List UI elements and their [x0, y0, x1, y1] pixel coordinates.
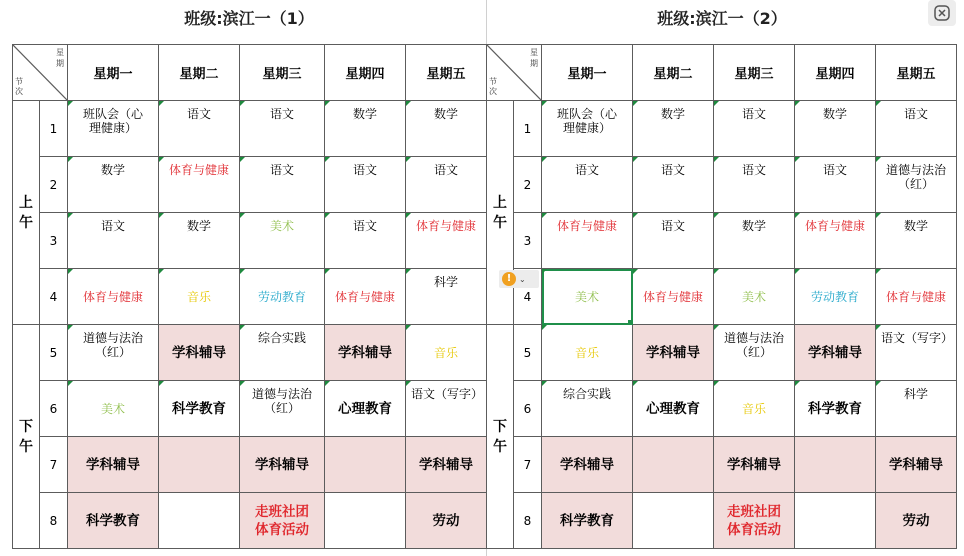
header-xing-label: 星 [56, 48, 64, 57]
schedule-cell[interactable] [633, 157, 714, 213]
schedule-cell[interactable] [542, 101, 633, 157]
schedule-cell[interactable] [633, 213, 714, 269]
schedule-cell[interactable] [406, 437, 487, 493]
period-row [13, 101, 487, 157]
schedule-cell[interactable] [795, 157, 876, 213]
subject-text: 语文 [741, 163, 766, 177]
subject-text: 科学教育 [808, 400, 862, 417]
subject-text: 体育与健康 [642, 289, 703, 304]
subject-text: 科学教育 [172, 400, 226, 417]
day-header-cell[interactable]: 星期五 [876, 45, 957, 101]
schedule-cell[interactable] [159, 325, 240, 381]
timetable [486, 44, 957, 549]
schedule-cell[interactable] [325, 437, 406, 493]
timetable-panel-1 [12, 0, 486, 556]
subject-text: 心理教育 [646, 400, 700, 417]
expand-icon [933, 4, 951, 22]
subject-text: 学科辅导 [646, 344, 700, 361]
subject-text: 语文 [741, 107, 766, 121]
period-number-cell[interactable]: 1 [40, 101, 68, 157]
period-number-cell[interactable]: 4 [514, 269, 542, 325]
schedule-cell[interactable] [240, 101, 325, 157]
schedule-cell[interactable] [159, 437, 240, 493]
schedule-cell[interactable] [542, 493, 633, 549]
schedule-cell[interactable] [68, 493, 159, 549]
period-number-cell[interactable]: 5 [40, 325, 68, 381]
schedule-cell[interactable] [159, 269, 240, 325]
morning-label: 上午 [493, 194, 507, 231]
subject-text: 心理教育 [338, 400, 392, 417]
schedule-cell[interactable] [714, 157, 795, 213]
schedule-cell[interactable] [633, 101, 714, 157]
period-row [13, 493, 487, 549]
period-row [13, 437, 487, 493]
day-header-cell[interactable]: 星期五 [406, 45, 487, 101]
subject-text: 数学 [822, 107, 847, 121]
period-number-cell[interactable]: 3 [514, 213, 542, 269]
schedule-cell[interactable] [406, 157, 487, 213]
subject-text: 数学 [741, 219, 766, 233]
schedule-cell[interactable] [633, 381, 714, 437]
period-number-cell[interactable]: 1 [514, 101, 542, 157]
period-row [487, 381, 957, 437]
subject-text: 道德与法治（红） [82, 331, 143, 359]
period-number-cell[interactable]: 6 [514, 381, 542, 437]
subject-text: 音乐 [741, 401, 766, 416]
subject-text: 综合实践 [257, 331, 306, 345]
subject-text: 语文 [903, 107, 928, 121]
day-header-cell[interactable]: 星期一 [68, 45, 159, 101]
timetable [12, 44, 487, 549]
period-row [487, 325, 957, 381]
schedule-cell[interactable] [159, 493, 240, 549]
chevron-down-icon[interactable]: ⌄ [519, 274, 526, 284]
subject-text: 科学教育 [86, 512, 140, 529]
subject-text: 班队会（心理健康） [82, 107, 143, 135]
subject-text: 语文 [822, 163, 847, 177]
period-number-cell[interactable]: 7 [40, 437, 68, 493]
period-number-cell[interactable]: 4 [40, 269, 68, 325]
class-title: 班级:滨江一（2） [657, 9, 787, 28]
schedule-cell[interactable] [795, 493, 876, 549]
schedule-cell[interactable] [159, 157, 240, 213]
subject-text: 数学 [903, 219, 928, 233]
afternoon-label: 下午 [19, 418, 33, 455]
schedule-cell[interactable] [542, 381, 633, 437]
subject-text: 科学教育 [560, 512, 614, 529]
period-number-cell[interactable]: 2 [40, 157, 68, 213]
day-header-cell[interactable]: 星期四 [795, 45, 876, 101]
schedule-cell[interactable] [406, 381, 487, 437]
schedule-cell[interactable] [876, 101, 957, 157]
period-number-cell[interactable]: 2 [514, 157, 542, 213]
subject-text: 道德与法治（红） [885, 163, 946, 191]
header-corner-cell[interactable] [13, 45, 68, 101]
header-qi-label: 期 [56, 59, 64, 68]
header-jie-label: 节 [15, 77, 23, 86]
class-title: 班级:滨江一（1） [184, 9, 314, 28]
subject-text: 学科辅导 [727, 456, 781, 473]
schedule-cell[interactable] [240, 437, 325, 493]
morning-label-cell[interactable] [13, 101, 40, 325]
period-row [487, 157, 957, 213]
period-row [13, 157, 487, 213]
schedule-cell[interactable] [876, 213, 957, 269]
schedule-cell[interactable] [325, 381, 406, 437]
afternoon-label-cell[interactable] [13, 325, 40, 549]
schedule-cell[interactable] [714, 437, 795, 493]
subject-text: 体育与健康 [885, 289, 946, 304]
schedule-cell[interactable] [240, 325, 325, 381]
subject-text: 语文 [660, 163, 685, 177]
header-qi-label: 期 [530, 59, 538, 68]
subject-text: 语文（写字） [411, 387, 484, 401]
afternoon-label: 下午 [493, 418, 507, 455]
schedule-cell[interactable] [68, 437, 159, 493]
subject-text: 学科辅导 [255, 456, 309, 473]
subject-text: 体育与健康 [82, 289, 143, 304]
period-number-cell[interactable]: 6 [40, 381, 68, 437]
period-row [487, 213, 957, 269]
schedule-cell[interactable] [240, 381, 325, 437]
subject-text: 音乐 [574, 345, 599, 360]
day-header-cell[interactable]: 星期三 [714, 45, 795, 101]
subject-text: 数学 [100, 163, 125, 177]
schedule-cell[interactable] [406, 325, 487, 381]
schedule-cell[interactable] [68, 101, 159, 157]
schedule-cell[interactable] [542, 437, 633, 493]
schedule-cell[interactable] [633, 269, 714, 325]
header-jie-label: 节 [489, 77, 497, 86]
subject-text: 数学 [352, 107, 377, 121]
subject-text: 语文 [574, 163, 599, 177]
subject-text: 劳动教育 [257, 289, 306, 304]
schedule-cell[interactable] [542, 213, 633, 269]
subject-text: 学科辅导 [172, 344, 226, 361]
header-ci-label: 次 [15, 87, 23, 96]
period-row [13, 381, 487, 437]
schedule-cell[interactable] [325, 493, 406, 549]
schedule-cell[interactable] [876, 325, 957, 381]
subject-text: 语文 [100, 219, 125, 233]
schedule-cell[interactable] [876, 157, 957, 213]
schedule-cell[interactable] [714, 493, 795, 549]
subject-text: 数学 [660, 107, 685, 121]
period-number-cell[interactable]: 8 [514, 493, 542, 549]
schedule-cell[interactable] [795, 213, 876, 269]
schedule-cell[interactable] [68, 325, 159, 381]
subject-text: 语文 [269, 163, 294, 177]
schedule-cell[interactable] [325, 157, 406, 213]
schedule-cell[interactable] [876, 437, 957, 493]
period-row [487, 101, 957, 157]
timetable-panel-2 [486, 0, 958, 556]
period-number-cell[interactable]: 3 [40, 213, 68, 269]
period-row [487, 493, 957, 549]
schedule-cell[interactable] [240, 157, 325, 213]
schedule-cell[interactable] [406, 493, 487, 549]
afternoon-label-cell[interactable] [487, 325, 514, 549]
subject-text: 美术 [574, 289, 599, 304]
day-header-cell[interactable]: 星期一 [542, 45, 633, 101]
schedule-cell[interactable] [542, 157, 633, 213]
subject-text: 道德与法治（红） [723, 331, 784, 359]
schedule-cell[interactable] [633, 325, 714, 381]
schedule-cell[interactable] [325, 213, 406, 269]
period-row [487, 269, 957, 325]
schedule-cell[interactable] [795, 101, 876, 157]
subject-text: 美术 [741, 289, 766, 304]
header-corner-cell[interactable] [487, 45, 542, 101]
morning-label: 上午 [19, 194, 33, 231]
subject-text: 劳动 [902, 512, 930, 529]
schedule-cell[interactable] [325, 325, 406, 381]
schedule-cell[interactable] [633, 437, 714, 493]
schedule-cell[interactable] [795, 269, 876, 325]
subject-text: 学科辅导 [86, 456, 140, 473]
subject-text: 体育与健康 [415, 219, 476, 233]
subject-text: 语文 [269, 107, 294, 121]
period-row [487, 437, 957, 493]
subject-text: 走班社团体育活动 [727, 503, 781, 538]
subject-text: 劳动 [432, 512, 460, 529]
schedule-cell[interactable] [876, 269, 957, 325]
schedule-cell[interactable] [714, 381, 795, 437]
schedule-cell[interactable] [325, 101, 406, 157]
schedule-cell[interactable] [159, 213, 240, 269]
header-ci-label: 次 [489, 87, 497, 96]
schedule-cell[interactable] [714, 269, 795, 325]
subject-text: 科学 [433, 275, 458, 289]
schedule-cell[interactable] [876, 381, 957, 437]
schedule-cell[interactable] [795, 325, 876, 381]
subject-text: 体育与健康 [168, 163, 229, 177]
subject-text: 数学 [186, 219, 211, 233]
schedule-cell[interactable] [406, 101, 487, 157]
subject-text: 学科辅导 [808, 344, 862, 361]
subject-text: 学科辅导 [560, 456, 614, 473]
schedule-cell[interactable] [406, 213, 487, 269]
period-row [13, 269, 487, 325]
header-xing-label: 星 [530, 48, 538, 57]
schedule-cell[interactable] [68, 157, 159, 213]
schedule-cell[interactable] [159, 381, 240, 437]
selected-schedule-cell[interactable] [542, 269, 633, 325]
cell-warning-badge[interactable] [499, 270, 539, 288]
schedule-cell[interactable] [325, 269, 406, 325]
expand-button[interactable] [928, 0, 956, 26]
subject-text: 美术 [100, 401, 125, 416]
subject-text: 综合实践 [562, 387, 611, 401]
subject-text: 道德与法治（红） [251, 387, 312, 415]
schedule-cell[interactable] [68, 213, 159, 269]
subject-text: 语文 [660, 219, 685, 233]
subject-text: 语文 [352, 163, 377, 177]
subject-text: 走班社团体育活动 [255, 503, 309, 538]
subject-text: 数学 [433, 107, 458, 121]
schedule-cell[interactable] [876, 493, 957, 549]
subject-text: 体育与健康 [556, 219, 617, 233]
day-header-cell[interactable]: 星期四 [325, 45, 406, 101]
subject-text: 体育与健康 [804, 219, 865, 233]
morning-label-cell[interactable] [487, 101, 514, 325]
subject-text: 学科辅导 [889, 456, 943, 473]
period-number-cell[interactable]: 5 [514, 325, 542, 381]
subject-text: 音乐 [186, 289, 211, 304]
period-row [13, 325, 487, 381]
schedule-cell[interactable] [714, 325, 795, 381]
subject-text: 科学 [903, 387, 928, 401]
schedule-cell[interactable] [240, 213, 325, 269]
subject-text: 班队会（心理健康） [556, 107, 617, 135]
subject-text: 体育与健康 [334, 289, 395, 304]
subject-text: 音乐 [433, 345, 458, 360]
schedule-cell[interactable] [542, 325, 633, 381]
period-number-cell[interactable]: 7 [514, 437, 542, 493]
schedule-cell[interactable] [795, 381, 876, 437]
schedule-cell[interactable] [406, 269, 487, 325]
schedule-cell[interactable] [68, 381, 159, 437]
schedule-cell[interactable] [159, 101, 240, 157]
schedule-cell[interactable] [795, 437, 876, 493]
schedule-cell[interactable] [714, 101, 795, 157]
subject-text: 学科辅导 [419, 456, 473, 473]
subject-text: 语文 [352, 219, 377, 233]
day-header-cell[interactable]: 星期二 [633, 45, 714, 101]
schedule-cell[interactable] [240, 269, 325, 325]
schedule-cell[interactable] [633, 493, 714, 549]
subject-text: 学科辅导 [338, 344, 392, 361]
subject-text: 语文 [186, 107, 211, 121]
period-number-cell[interactable]: 8 [40, 493, 68, 549]
day-header-cell[interactable]: 星期三 [240, 45, 325, 101]
schedule-cell[interactable] [240, 493, 325, 549]
schedule-cell[interactable] [68, 269, 159, 325]
warning-icon[interactable]: ! [502, 272, 516, 286]
schedule-cell[interactable] [714, 213, 795, 269]
subject-text: 语文（写字） [881, 331, 954, 345]
subject-text: 美术 [269, 219, 294, 233]
period-row [13, 213, 487, 269]
subject-text: 劳动教育 [810, 289, 859, 304]
day-header-cell[interactable]: 星期二 [159, 45, 240, 101]
subject-text: 语文 [433, 163, 458, 177]
